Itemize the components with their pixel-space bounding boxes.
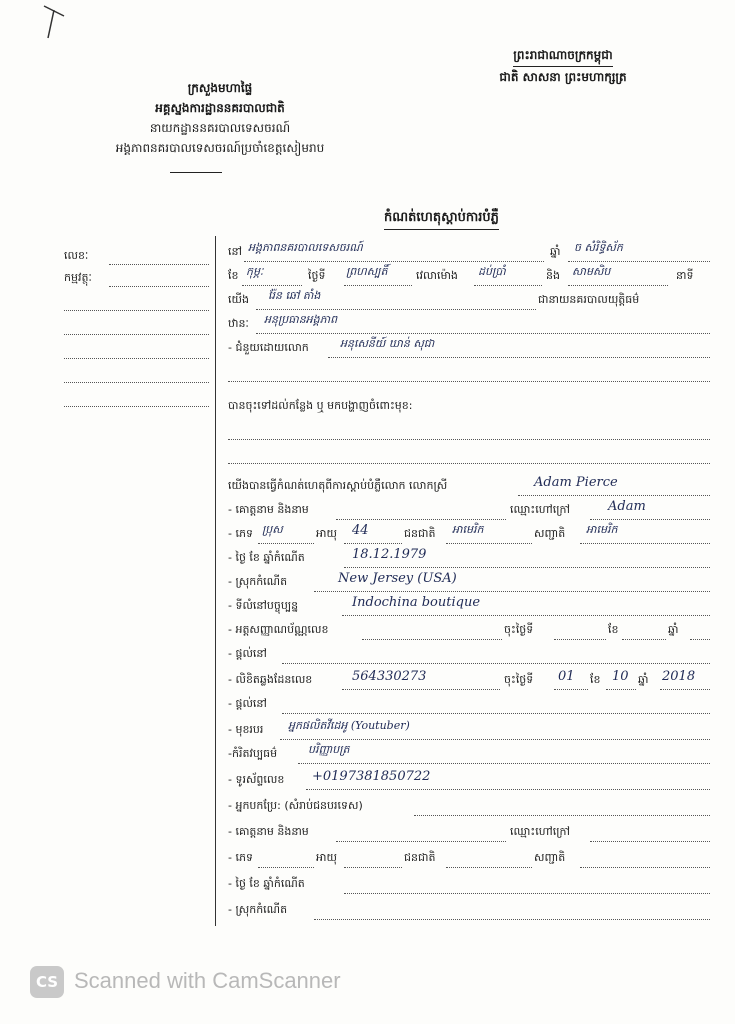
unit-name: អង្គភាពនគរបាលទេសចរណ៍ប្រចាំខេត្តសៀមរាប bbox=[115, 141, 325, 155]
address-label: - ទីលំនៅបច្ចុប្បន្ន bbox=[228, 599, 298, 615]
assistant-label: - ជំនួយដោយលោក bbox=[228, 341, 309, 357]
dob-row bbox=[228, 547, 710, 572]
kingdom-name: ព្រះរាជាណាចក្រកម្ពុជា bbox=[513, 45, 612, 67]
interpreter-sex-row bbox=[228, 850, 710, 872]
number-label: លេខៈ bbox=[64, 249, 89, 262]
address-value: Indochina boutique bbox=[352, 595, 481, 610]
passport-year-label: ឆ្នាំ bbox=[638, 673, 648, 689]
interpreter-dob-row bbox=[228, 876, 710, 898]
arrival-label: បានចុះទៅដល់កន្លែង ឬ មកបង្ហាញចំពោះមុខ: bbox=[228, 399, 412, 415]
idcard-date-label: ចុះថ្ងៃទី bbox=[504, 623, 533, 639]
month-value: កុម្ភៈ bbox=[246, 265, 264, 278]
margin-divider bbox=[215, 236, 216, 926]
sex-age-row bbox=[228, 523, 710, 548]
kingdom-motto: ជាតិ សាសនា ព្រះមហាក្សត្រ bbox=[499, 70, 627, 84]
department-name: នាយកដ្ឋាននគរបាលទេសចរណ៍ bbox=[149, 121, 291, 135]
passport-row bbox=[228, 669, 710, 694]
birthplace-label: - ស្រុកកំណើត bbox=[228, 575, 287, 591]
sex-value: ប្រុស bbox=[262, 523, 283, 536]
date-row bbox=[228, 265, 710, 290]
subject-label: កម្មវត្ថុៈ bbox=[64, 271, 92, 284]
interpreter-birthplace-label: - ស្រុកកំណើត bbox=[228, 903, 287, 919]
witness-name-value: Adam Pierce bbox=[534, 475, 618, 490]
blank-line bbox=[64, 343, 209, 363]
subject-field bbox=[64, 271, 209, 291]
education-value: បរិញ្ញាបត្រ bbox=[308, 743, 350, 756]
police-role-label: ជានាយនគរបាលយុត្តិធម៌ bbox=[538, 293, 639, 309]
idcard-month-label: ខែ bbox=[608, 623, 618, 639]
document-title: កំណត់ហេតុស្ដាប់ការបំភ្លឺ bbox=[384, 209, 499, 230]
phone-row bbox=[228, 769, 710, 794]
time-value: ដប់ប្រាំ bbox=[478, 265, 506, 278]
interpreter-nickname-label: ឈ្មោះហៅក្រៅ bbox=[510, 825, 570, 841]
statement-label: យើងបានធ្វើកំណត់ហេតុពីការស្ដាប់បំភ្លឺលោក លោកស្រី bbox=[228, 479, 447, 495]
passport-month-value: 10 bbox=[612, 669, 629, 684]
ministry-name: ក្រសួងមហាផ្ទៃ bbox=[187, 81, 253, 95]
passport-date-label: ចុះថ្ងៃទី bbox=[504, 673, 533, 689]
phone-value: +0197381850722 bbox=[312, 769, 431, 784]
occupation-label: - មុខរបរ bbox=[228, 723, 263, 739]
blank-line bbox=[228, 446, 710, 468]
issued2-row bbox=[228, 696, 710, 718]
interpreter-row bbox=[228, 798, 710, 820]
idcard-year-label: ឆ្នាំ bbox=[668, 623, 678, 639]
statement-row bbox=[228, 475, 710, 500]
place-label: នៅ bbox=[228, 245, 242, 261]
assistant-value: អនុសេនីយ៍ ឃាន់ សុជា bbox=[340, 337, 435, 350]
blank-line bbox=[64, 295, 209, 315]
age-value: 44 bbox=[352, 523, 369, 538]
arrival-row bbox=[228, 398, 710, 420]
education-label: -កំរិតវប្បធម៌ bbox=[228, 747, 277, 763]
nickname-label: ឈ្មោះហៅក្រៅ bbox=[510, 503, 570, 519]
blank-line bbox=[228, 364, 710, 386]
surname-row bbox=[228, 499, 710, 524]
number-field bbox=[64, 249, 209, 269]
idcard-row bbox=[228, 622, 710, 644]
sex-label: - ភេទ bbox=[228, 527, 253, 543]
surname-label: - គោត្តនាម និងនាម bbox=[228, 503, 309, 519]
birthplace-row bbox=[228, 571, 710, 596]
camscanner-watermark: Scanned with CamScanner bbox=[74, 968, 341, 993]
assistant-row bbox=[228, 337, 710, 362]
time-label: វេលាម៉ោង bbox=[416, 269, 458, 285]
rank-row bbox=[228, 313, 710, 338]
officer-name-value: រ៉ែន ឆៅ តាំង bbox=[268, 289, 321, 302]
nickname-value: Adam bbox=[608, 499, 646, 514]
kingdom-header bbox=[493, 44, 633, 87]
age-label: អាយុ bbox=[316, 527, 337, 543]
rank-value: អនុប្រធានអង្គភាព bbox=[264, 313, 338, 326]
ethnicity-label: ជនជាតិ bbox=[404, 527, 435, 543]
dob-label: - ថ្ងៃ ខែ ឆ្នាំកំណើត bbox=[228, 551, 305, 567]
phone-label: - ទូរស័ព្ទលេខ bbox=[228, 773, 284, 789]
interpreter-label: - អ្នកបកប្រែ: (សំរាប់ជនបរទេស) bbox=[228, 799, 363, 815]
minute-suffix: នាទី bbox=[676, 269, 693, 285]
blank-line bbox=[228, 422, 710, 444]
birthplace-value: New Jersey (USA) bbox=[338, 571, 457, 586]
interpreter-surname-row bbox=[228, 824, 710, 846]
year-value: ច សំរិទ្ធិស័ក bbox=[574, 241, 623, 254]
we-label: យើង bbox=[228, 293, 249, 309]
passport-month-label: ខែ bbox=[590, 673, 600, 689]
occupation-row bbox=[228, 719, 710, 744]
issued-row bbox=[228, 646, 710, 668]
issued-label: - ផ្ដល់នៅ bbox=[228, 647, 267, 663]
blank-line bbox=[64, 367, 209, 387]
occupation-value: អ្នកផលិតវីដេអូ (Youtuber) bbox=[288, 719, 410, 732]
interpreter-nationality-label: សញ្ជាតិ bbox=[534, 851, 565, 867]
interpreter-sex-label: - ភេទ bbox=[228, 851, 253, 867]
minute-value: សាមសិប bbox=[572, 265, 611, 278]
commissariat-name: អគ្គស្នងការដ្ឋាននគរបាលជាតិ bbox=[155, 101, 285, 115]
nationality-value: អាមេរិក bbox=[586, 523, 618, 536]
ethnicity-value: អាមេរិក bbox=[452, 523, 484, 536]
rank-label: ឋានៈ bbox=[228, 317, 249, 333]
idcard-label: - អត្តសញ្ញាណប័ណ្ណលេខ bbox=[228, 623, 328, 639]
education-row bbox=[228, 743, 710, 768]
dob-value: 18.12.1979 bbox=[352, 547, 427, 562]
passport-value: 564330273 bbox=[352, 669, 427, 684]
page-corner-fold bbox=[0, 0, 80, 50]
blank-line bbox=[64, 319, 209, 339]
interpreter-dob-label: - ថ្ងៃ ខែ ឆ្នាំកំណើត bbox=[228, 877, 305, 893]
place-row bbox=[228, 241, 710, 266]
interpreter-birthplace-row bbox=[228, 902, 710, 924]
camscanner-logo-icon: CS bbox=[30, 966, 64, 998]
issued2-label: - ផ្ដល់នៅ bbox=[228, 697, 267, 713]
minute-label: និង bbox=[546, 269, 560, 285]
ministry-header bbox=[70, 78, 370, 158]
interpreter-age-label: អាយុ bbox=[316, 851, 337, 867]
year-label: ឆ្នាំ bbox=[550, 245, 560, 261]
passport-label: - លិខិតឆ្លងដែនលេខ bbox=[228, 673, 312, 689]
day-value: ព្រហស្បតិ៍ bbox=[346, 265, 388, 278]
address-row bbox=[228, 595, 710, 620]
passport-year-value: 2018 bbox=[662, 669, 696, 684]
nationality-label: សញ្ជាតិ bbox=[534, 527, 565, 543]
interpreter-surname-label: - គោត្តនាម និងនាម bbox=[228, 825, 309, 841]
month-label: ខែ bbox=[228, 269, 238, 285]
day-label: ថ្ងៃទី bbox=[308, 269, 325, 285]
officer-row bbox=[228, 289, 710, 314]
header-separator bbox=[170, 172, 222, 173]
passport-day-value: 01 bbox=[558, 669, 575, 684]
place-value: អង្គភាពនគរបាលទេសចរណ៍ bbox=[248, 241, 363, 254]
interpreter-ethnicity-label: ជនជាតិ bbox=[404, 851, 435, 867]
blank-line bbox=[64, 391, 209, 411]
